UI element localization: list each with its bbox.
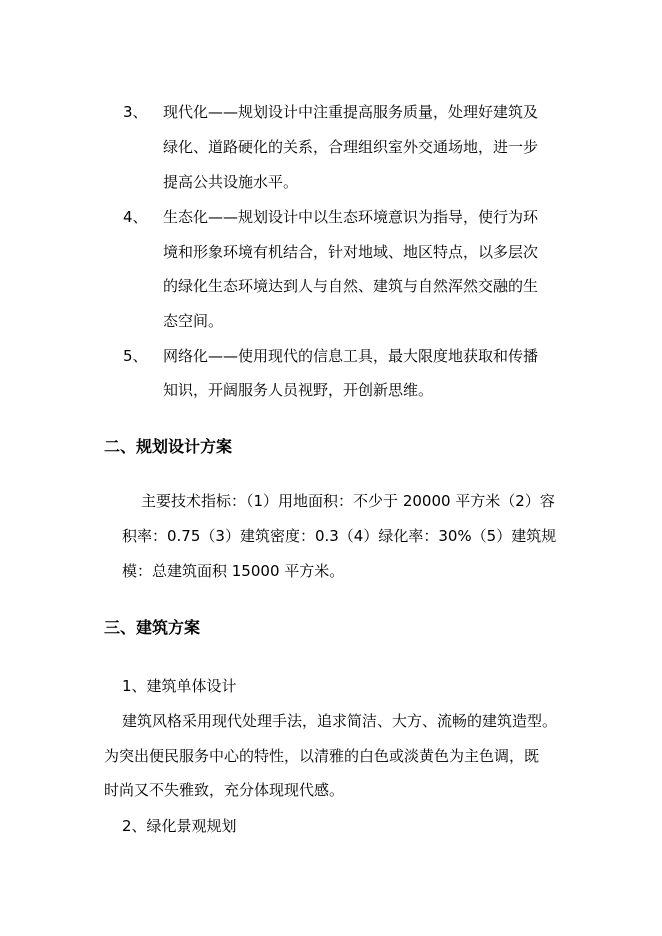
list-item-3-number: 3、 — [123, 103, 148, 121]
section-2-heading: 二、规划设计方案 — [104, 437, 233, 456]
section-2-line-1: 主要技术指标：（1）用地面积：不少于 20000 平方米（2）容 — [141, 492, 555, 510]
list-item-3-line-1: 现代化——规划设计中注重提高服务质量，处理好建筑及 — [163, 103, 539, 121]
list-item-4-number: 4、 — [123, 208, 148, 226]
list-item-3-line-3: 提高公共设施水平。 — [163, 173, 299, 191]
section-2-line-2: 积率：0.75（3）建筑密度：0.3（4）绿化率：30%（5）建筑规 — [122, 527, 557, 545]
section-3-subheading-2: 2、绿化景观规划 — [122, 817, 237, 835]
list-item-5-line-1: 网络化——使用现代的信息工具，最大限度地获取和传播 — [163, 347, 539, 365]
section-3-line-2: 为突出便民服务中心的特性，以清雅的白色或淡黄色为主色调，既 — [104, 747, 540, 765]
section-3-heading: 三、建筑方案 — [104, 618, 201, 637]
section-3-line-1: 建筑风格采用现代处理手法，追求简洁、大方、流畅的建筑造型。 — [122, 712, 558, 730]
list-item-5-number: 5、 — [123, 347, 148, 365]
section-3-subheading-1: 1、建筑单体设计 — [122, 677, 237, 695]
list-item-4-line-2: 境和形象环境有机结合，针对地域、地区特点，以多层次 — [163, 243, 539, 261]
list-item-4-line-3: 的绿化生态环境达到人与自然、建筑与自然浑然交融的生 — [163, 277, 539, 295]
section-3-line-3: 时尚又不失雅致，充分体现现代感。 — [104, 781, 345, 799]
list-item-4-line-1: 生态化——规划设计中以生态环境意识为指导，使行为环 — [163, 208, 539, 226]
section-2-line-3: 模：总建筑面积 15000 平方米。 — [122, 562, 345, 580]
list-item-5-line-2: 知识，开阔服务人员视野，开创新思维。 — [163, 381, 434, 399]
list-item-3-line-2: 绿化、道路硬化的关系，合理组织室外交通场地，进一步 — [163, 138, 539, 156]
list-item-4-line-4: 态空间。 — [163, 312, 224, 330]
